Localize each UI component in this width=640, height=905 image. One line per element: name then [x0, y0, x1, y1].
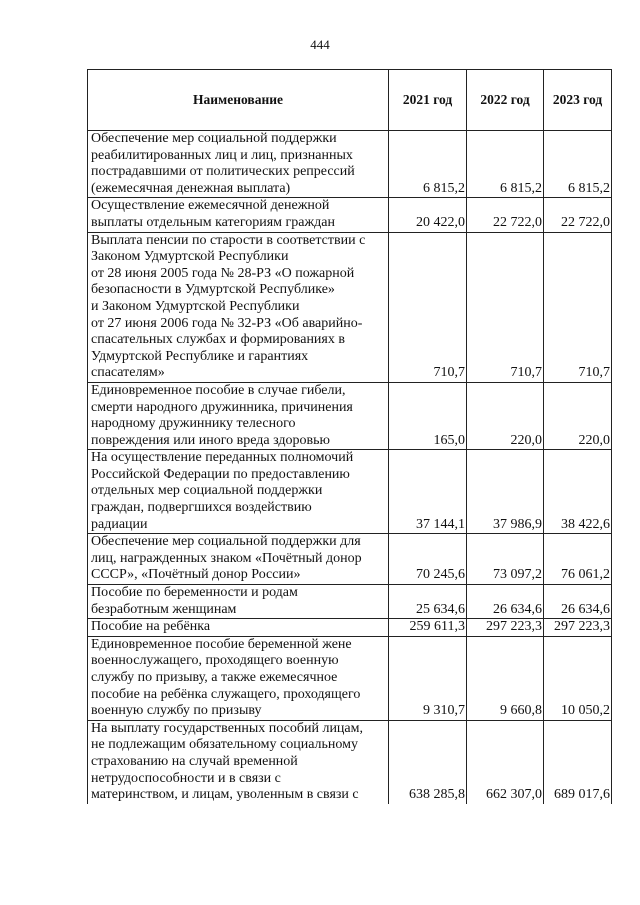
value-y2022: 662 307,0	[467, 720, 544, 803]
value-y2023: 38 422,6	[544, 450, 612, 534]
row-name-line: безопасности в Удмуртской Республике»	[91, 282, 335, 298]
value-y2022: 6 815,2	[467, 131, 544, 198]
value-y2022: 710,7	[467, 232, 544, 382]
table-row	[88, 131, 612, 198]
row-name-line: На выплату государственных пособий лицам,	[91, 720, 364, 736]
value-y2023: 6 815,2	[544, 131, 612, 198]
value-y2021: 70 245,6	[389, 534, 467, 585]
header-2022: 2022 год	[467, 70, 544, 131]
value-y2021: 710,7	[389, 232, 467, 382]
row-name-line: Единовременное пособие в случае гибели,	[91, 382, 346, 398]
value-y2022: 73 097,2	[467, 534, 544, 585]
row-name-line: и Законом Удмуртской Республики	[91, 298, 300, 314]
row-name-line: реабилитированных лиц и лиц, признанных	[91, 147, 353, 163]
row-name	[88, 232, 389, 382]
row-name	[88, 534, 389, 585]
row-name-line: СССР», «Почётный донор России»	[91, 567, 301, 583]
value-y2021: 25 634,6	[389, 585, 467, 619]
table-row	[88, 720, 612, 803]
table-row	[88, 450, 612, 534]
table-row	[88, 619, 612, 637]
row-name-line: смерти народного дружинника, причинения	[91, 399, 353, 415]
value-y2022: 22 722,0	[467, 198, 544, 232]
row-name	[88, 131, 389, 198]
row-name-line: Пособие на ребёнка	[91, 619, 211, 635]
row-name-line: Удмуртской Республике и гарантиях	[91, 348, 309, 364]
row-name-line: Выплата пенсии по старости в соответствии с	[91, 232, 366, 248]
table-body	[88, 131, 612, 804]
value-y2022: 37 986,9	[467, 450, 544, 534]
row-name-line: не подлежащим обязательному социальному	[91, 737, 359, 753]
value-y2022: 26 634,6	[467, 585, 544, 619]
value-y2023: 22 722,0	[544, 198, 612, 232]
row-name-line: службу по призыву, а также ежемесячное	[91, 670, 338, 685]
table-row	[88, 636, 612, 720]
row-name-line: Пособие по беременности и родам	[91, 585, 298, 601]
row-name-line: Единовременное пособие беременной жене	[91, 636, 352, 652]
row-name-line: военнослужащего, проходящего военную	[91, 653, 339, 669]
table-header-row	[88, 70, 612, 131]
table-row	[88, 585, 612, 619]
row-name-line: отдельных мер социальной поддержки	[91, 483, 323, 499]
value-y2021: 259 611,3	[389, 619, 467, 637]
table-row	[88, 198, 612, 232]
row-name-line: пособие на ребёнка служащего, проходящего	[91, 686, 361, 702]
value-y2021: 20 422,0	[389, 198, 467, 232]
row-name	[88, 382, 389, 449]
row-name-line: от 28 июня 2005 года № 28-РЗ «О пожарной	[91, 265, 355, 281]
row-name	[88, 198, 389, 232]
row-name-line: Осуществление ежемесячной денежной	[91, 198, 330, 214]
row-name	[88, 619, 389, 637]
row-name-line: страхованию на случай временной	[91, 753, 298, 769]
header-2021: 2021 год	[389, 70, 467, 131]
value-y2022: 9 660,8	[467, 636, 544, 720]
value-y2023: 689 017,6	[544, 720, 612, 803]
value-y2023: 220,0	[544, 382, 612, 449]
table-row	[88, 382, 612, 449]
header-name: Наименование	[88, 70, 389, 131]
row-name-line: лиц, награжденных знаком «Почётный донор	[91, 550, 362, 566]
value-y2023: 76 061,2	[544, 534, 612, 585]
value-y2022: 220,0	[467, 382, 544, 449]
row-name-line: повреждения или иного вреда здоровью	[91, 432, 330, 448]
row-name-line: пострадавшими от политических репрессий	[91, 164, 355, 180]
row-name-line: спасателям»	[91, 365, 165, 381]
row-name-line: материнством, и лицам, уволенным в связи с	[91, 787, 359, 803]
value-y2021: 165,0	[389, 382, 467, 449]
row-name-line: Законом Удмуртской Республики	[91, 249, 289, 265]
value-y2021: 9 310,7	[389, 636, 467, 720]
row-name-line: народному дружиннику телесного	[91, 416, 296, 432]
row-name-line: Обеспечение мер социальной поддержки для	[91, 534, 361, 550]
table-row	[88, 232, 612, 382]
value-y2023: 10 050,2	[544, 636, 612, 720]
row-name	[88, 720, 389, 803]
value-y2021: 638 285,8	[389, 720, 467, 803]
row-name-line: безработным женщинам	[91, 601, 237, 617]
row-name-line: (ежемесячная денежная выплата)	[91, 180, 291, 196]
budget-table	[87, 69, 612, 804]
value-y2021: 37 144,1	[389, 450, 467, 534]
page-number: 444	[310, 37, 330, 52]
row-name-line: военную службу по призыву	[91, 703, 262, 719]
value-y2023: 26 634,6	[544, 585, 612, 619]
row-name	[88, 636, 389, 720]
row-name-line: радиации	[91, 516, 148, 532]
row-name-line: выплаты отдельным категориям граждан	[91, 214, 336, 230]
row-name-line: граждан, подвергшихся воздействию	[91, 500, 312, 516]
row-name	[88, 585, 389, 619]
value-y2023: 297 223,3	[544, 619, 612, 637]
row-name-line: спасательных службах и формированиях в	[91, 332, 345, 348]
row-name	[88, 450, 389, 534]
row-name-line: Российской Федерации по предоставлению	[91, 466, 350, 482]
table-row	[88, 534, 612, 585]
row-name-line: На осуществление переданных полномочий	[91, 450, 354, 466]
header-2023: 2023 год	[544, 70, 612, 131]
row-name-line: нетрудоспособности и в связи с	[91, 770, 281, 786]
value-y2022: 297 223,3	[467, 619, 544, 637]
row-name-line: от 27 июня 2006 года № 32-РЗ «Об аварийно-	[91, 315, 363, 331]
value-y2023: 710,7	[544, 232, 612, 382]
value-y2021: 6 815,2	[389, 131, 467, 198]
row-name-line: Обеспечение мер социальной поддержки	[91, 131, 337, 146]
